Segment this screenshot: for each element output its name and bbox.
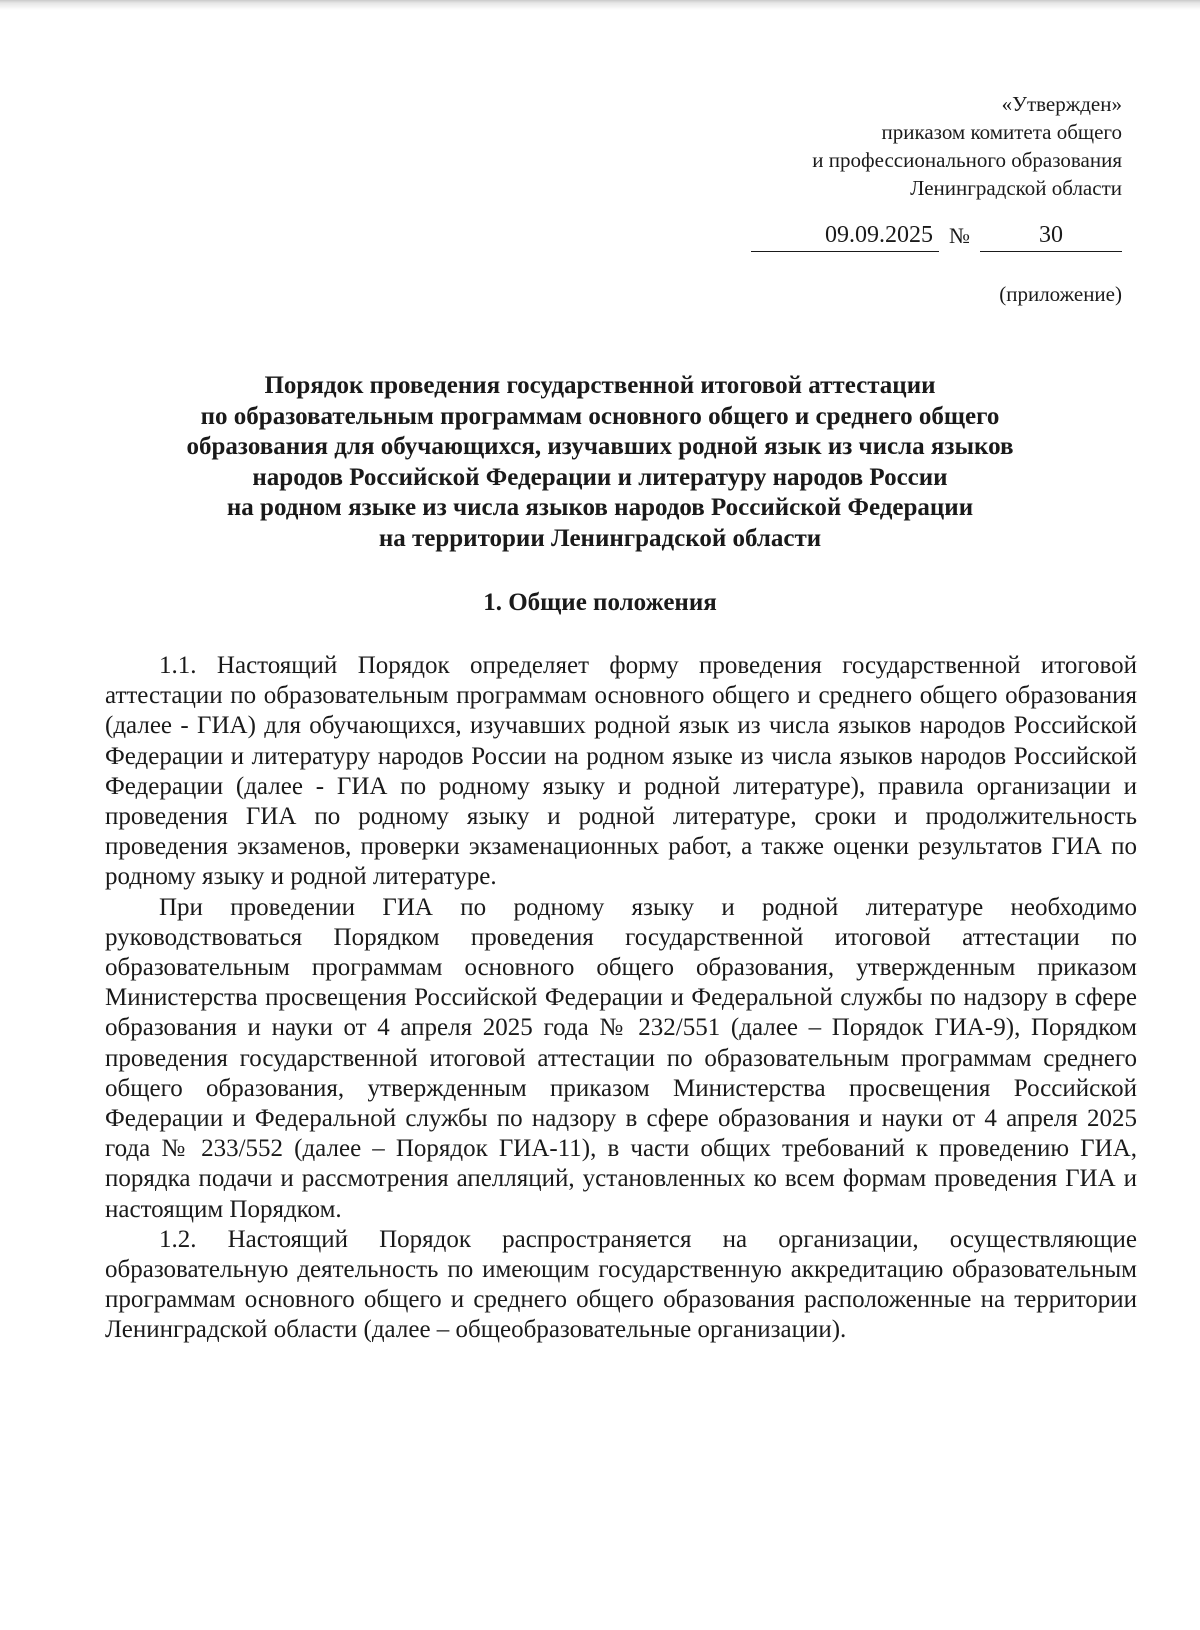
paragraph-gia-rules: При проведении ГИА по родному языку и родной литературе необходимо руководствоваться Порядком проведения государственной итоговой аттестации по образовательным программам основного общего образования, утвержденным приказом Министерства просвещения Российской Федерации и Федеральной службы по надзору в сфере образования и науки от 4 апреля 2025 года № 232/551 (далее – Порядок ГИА-9), Порядком проведения государственной итоговой аттестации по образовательным программам среднего общего образования, утвержденным приказом Министерства просвещения Российской Федерации и Федеральной службы по надзору в сфере образования и науки от 4 апреля 2025 года № 233/552 (далее – Порядок ГИА-11), в части общих требований к проведению ГИА, порядка подачи и рассмотрения апелляций, установленных ко всем формам проведения ГИА и настоящим Порядком. bbox=[105, 893, 1137, 1223]
approval-stamp-block bbox=[812, 90, 1122, 202]
section-heading: 1. Общие положения bbox=[483, 589, 717, 616]
title-line: по образовательным программам основного общего и среднего общего bbox=[200, 402, 1000, 430]
order-reference bbox=[751, 219, 1122, 252]
order-number: 30 bbox=[980, 219, 1122, 252]
title-line: на родном языке из числа языков народов Российской Федерации bbox=[226, 494, 974, 521]
appendix-label: (приложение) bbox=[999, 282, 1122, 306]
paragraph-1-1: 1.1. Настоящий Порядок определяет форму проведения государственной итоговой аттестации по образовательным программам основного общего и среднего общего образования (далее - ГИА) для обучающихся, изучавших родной язык из числа языков народов Российской Федерации и литературу народов России на родном языке из числа языков народов Российской Федерации (далее - ГИА по родному языку и родной литературе), правила организации и проведения ГИА по родному языку и родной литературе, сроки и продолжительность проведения экзаменов, проверки экзаменационных работ, а также оценки результатов ГИА по родному языку и родной литературе. bbox=[105, 652, 1137, 891]
scan-edge bbox=[0, 0, 1200, 10]
approval-line: и профессионального образования bbox=[812, 148, 1122, 172]
document-title bbox=[100, 371, 1100, 554]
approval-line: приказом комитета общего bbox=[881, 120, 1122, 144]
document-body bbox=[105, 651, 1137, 1346]
order-number-sign: № bbox=[949, 223, 970, 248]
title-line: Порядок проведения государственной итоговой аттестации bbox=[264, 372, 936, 399]
title-line: на территории Ленинградской области bbox=[378, 524, 822, 552]
title-line: образования для обучающихся, изучавших родной язык из числа языков bbox=[186, 433, 1014, 460]
order-date: 09.09.2025 bbox=[751, 219, 939, 252]
approval-line: Ленинградской области bbox=[910, 176, 1122, 200]
title-line: народов Российской Федерации и литературу народов России bbox=[252, 463, 948, 491]
approval-line: «Утвержден» bbox=[1001, 92, 1122, 116]
paragraph-1-2: 1.2. Настоящий Порядок распространяется на организации, осуществляющие образовательную деятельность по имеющим государственную аккредитацию образовательным программам основного общего и среднего общего образования расположенные на территории Ленинградской области (далее – общеобразовательные организации). bbox=[105, 1225, 1137, 1344]
